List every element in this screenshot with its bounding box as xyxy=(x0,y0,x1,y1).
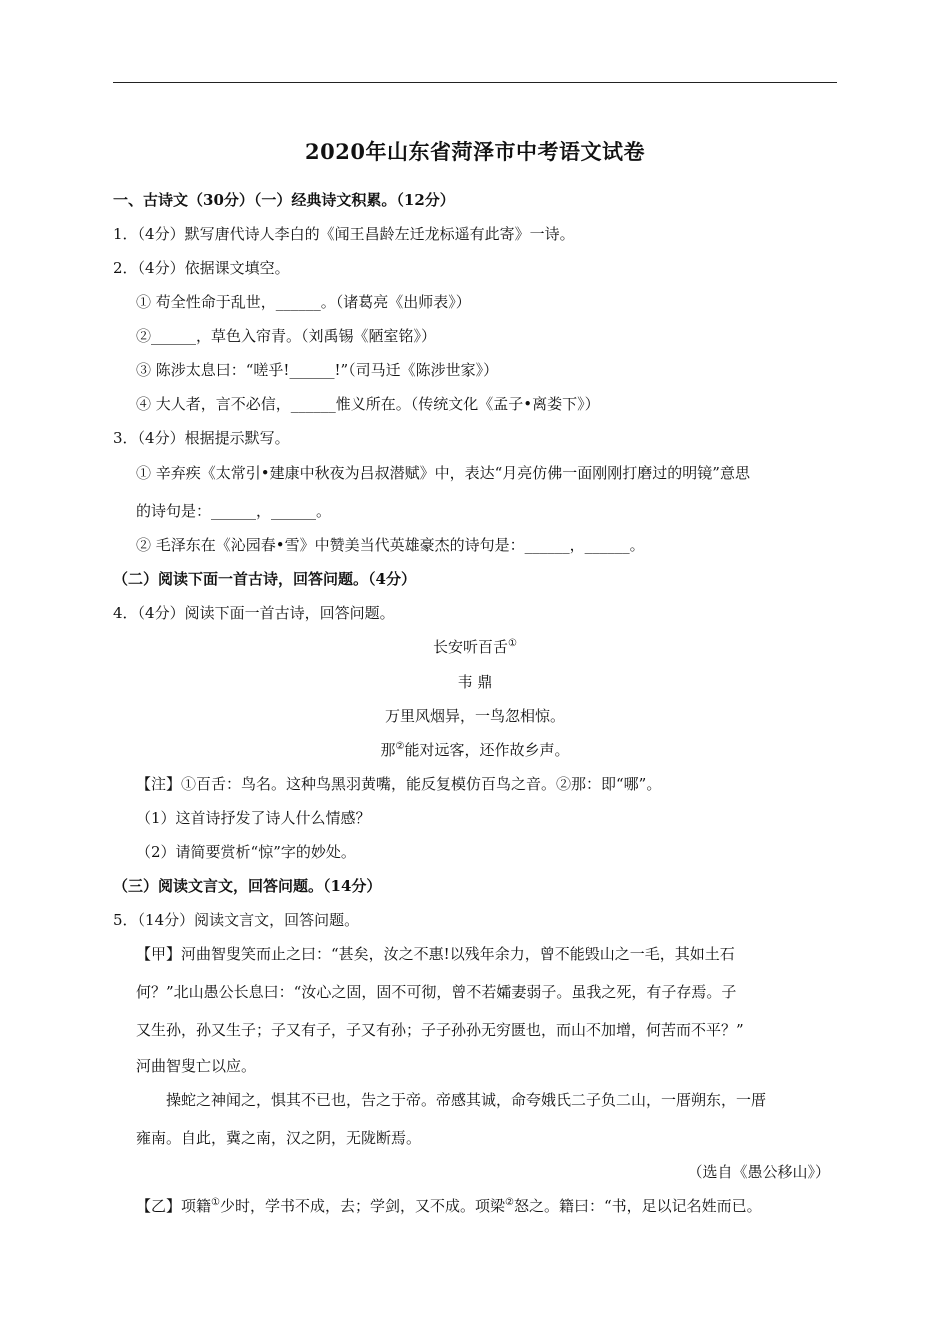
poem-author: 韦 鼎 xyxy=(457,673,493,691)
question-2-item-1: ① 苟全性命于乱世，______。（诸葛亮《出师表》） xyxy=(136,293,471,311)
passage-a-line-4: 河曲智叟亡以应。 xyxy=(136,1057,257,1075)
section-heading-1: 一、古诗文（30分）（一）经典诗文积累。（12分） xyxy=(113,191,455,209)
passage-a-line-3: 又生孙，孙又生子；子又有子，子又有孙；子子孙孙无穷匮也，而山不加增，何苦而不平？” xyxy=(136,1021,744,1039)
passage-b-footnote-mark-1: ① xyxy=(211,1197,220,1208)
poem-title xyxy=(0,637,950,657)
poem-line-2-footnote-mark: ② xyxy=(395,741,405,752)
passage-a-line-6: 雍南。自此，冀之南，汉之阴，无陇断焉。 xyxy=(136,1129,422,1147)
question-4-sub-2: （2）请简要赏析“惊”字的妙处。 xyxy=(136,843,356,861)
passage-b-end: 怒之。籍曰：“书，足以记名姓而已。 xyxy=(513,1197,762,1215)
passage-b-line-1 xyxy=(136,1196,762,1216)
poem-title-footnote-mark: ① xyxy=(508,638,517,649)
poem-line-1: 万里风烟异，一鸟忽相惊。 xyxy=(384,707,565,725)
passage-b-footnote-mark-2: ② xyxy=(505,1197,514,1208)
section-heading-2: （二）阅读下面一首古诗，回答问题。（4分） xyxy=(113,570,416,588)
header-rule xyxy=(113,82,837,83)
poem-line-2-start: 那 xyxy=(380,741,396,759)
section-heading-3: （三）阅读文言文，回答问题。（14分） xyxy=(113,877,382,895)
poem-line-2 xyxy=(0,740,950,760)
passage-a-source: （选自《愚公移山》） xyxy=(687,1163,830,1181)
passage-a-line-2: 何？”北山愚公长息曰：“汝心之固，固不可彻，曾不若孀妻弱子。虽我之死，有子存焉。子 xyxy=(136,983,737,1001)
question-4-sub-1: （1）这首诗抒发了诗人什么情感？ xyxy=(136,809,371,827)
poem-line-2-rest: 能对远客，还作故乡声。 xyxy=(404,741,570,759)
question-3-item-1: ① 辛弃疾《太常引•建康中秋夜为吕叔潜赋》中，表达“月亮仿佛一面刚刚打磨过的明镜”意思 xyxy=(136,464,750,482)
question-2-item-3: ③ 陈涉太息曰：“嗟乎!______!”（司马迁《陈涉世家》） xyxy=(136,361,499,379)
passage-a-line-5: 操蛇之神闻之，惧其不已也，告之于帝。帝感其诚，命夸娥氏二子负二山，一厝朔东，一厝 xyxy=(166,1091,767,1109)
question-4: 4．（4分）阅读下面一首古诗，回答问题。 xyxy=(113,604,395,622)
passage-b-middle: 少时，学书不成，去；学剑，又不成。项梁 xyxy=(219,1197,505,1215)
poem-title-text: 长安听百舌 xyxy=(433,638,509,656)
page-title: 2020年山东省菏泽市中考语文试卷 xyxy=(305,139,645,164)
question-2-item-4: ④ 大人者，言不必信，______惟义所在。（传统文化《孟子•离娄下》） xyxy=(136,395,600,413)
question-3-item-1-cont: 的诗句是：______，______。 xyxy=(136,502,332,520)
passage-b-start: 【乙】项籍 xyxy=(136,1197,212,1215)
question-5: 5．（14分）阅读文言文，回答问题。 xyxy=(113,911,360,929)
question-3: 3．（4分）根据提示默写。 xyxy=(113,429,290,447)
poem-note: 【注】①百舌：鸟名。这种鸟黑羽黄嘴，能反复模仿百鸟之音。②那：即“哪”。 xyxy=(136,775,662,793)
passage-a-line-1: 【甲】河曲智叟笑而止之曰：“甚矣，汝之不惠!以残年余力，曾不能毁山之一毛，其如土石 xyxy=(136,945,735,963)
question-3-item-2: ② 毛泽东在《沁园春•雪》中赞美当代英雄豪杰的诗句是：______，______。 xyxy=(136,536,645,554)
question-2: 2．（4分）依据课文填空。 xyxy=(113,259,290,277)
question-1: 1．（4分）默写唐代诗人李白的《闻王昌龄左迁龙标遥有此寄》一诗。 xyxy=(113,225,575,243)
question-2-item-2: ②______，草色入帘青。（刘禹锡《陋室铭》） xyxy=(136,327,437,345)
